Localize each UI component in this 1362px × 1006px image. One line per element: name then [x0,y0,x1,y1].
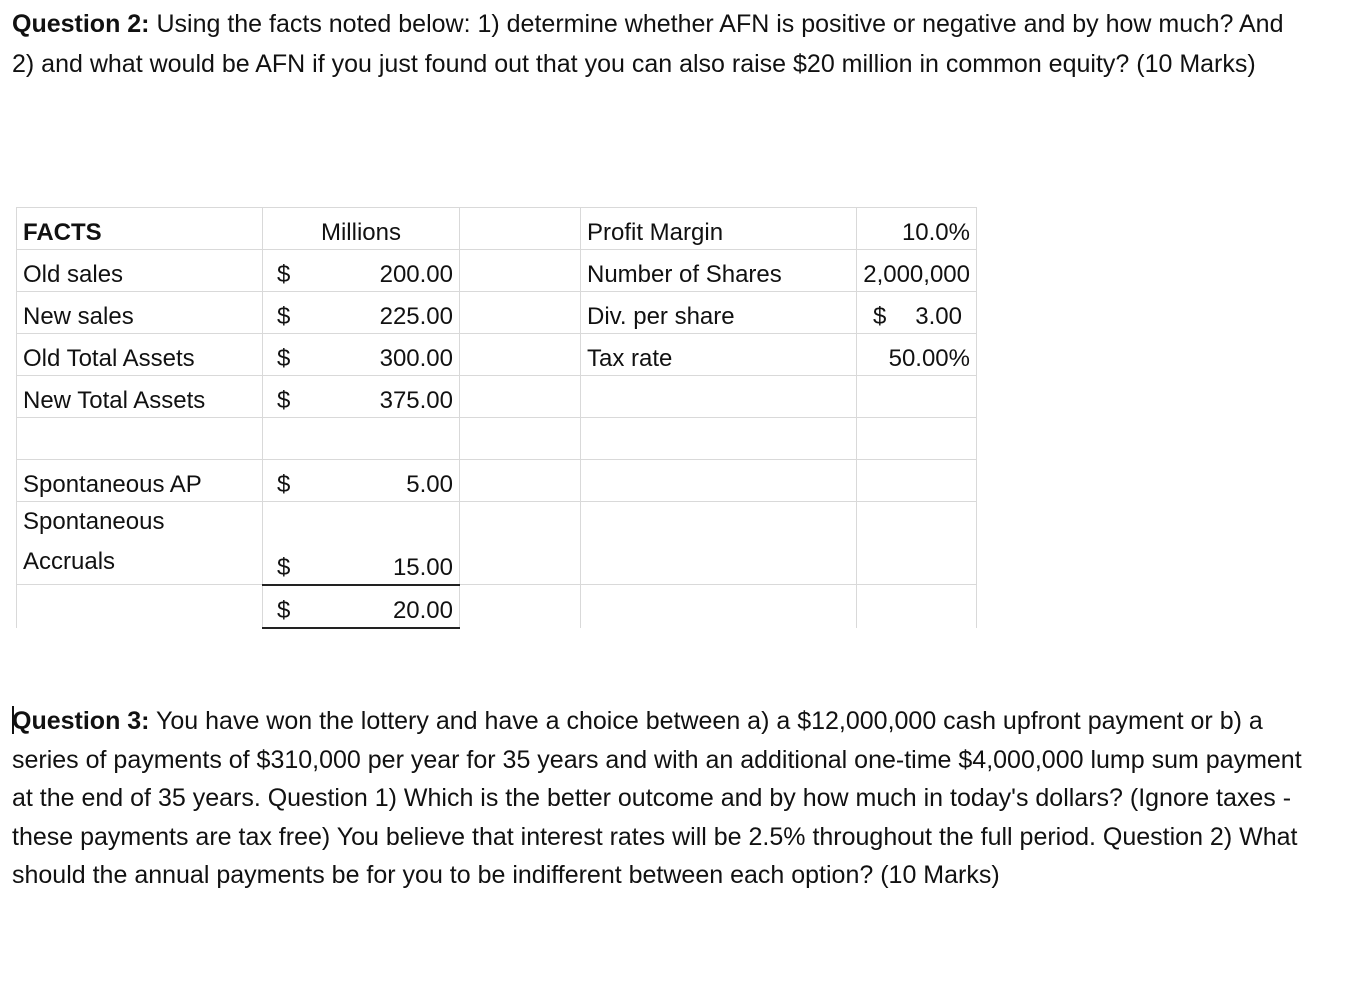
question-2 [12,4,1312,84]
div-per-share-value: 3.00 [915,303,962,330]
empty-cell [460,208,581,250]
table-row [17,418,977,460]
row-amount-cell [263,502,460,585]
empty-cell [460,418,581,460]
tax-rate-value: 50.00% [857,334,977,376]
facts-heading: FACTS [17,208,263,250]
profit-margin-label: Profit Margin [581,208,857,250]
row-amount-cell [263,334,460,376]
dollar-sign: $ [873,303,887,330]
table-row [17,460,977,502]
empty-cell [857,376,977,418]
row-label: New Total Assets [17,376,263,418]
question-3-label: Question 3: [12,707,150,735]
shares-value: 2,000,000 [857,250,977,292]
empty-cell [263,418,460,460]
div-per-share-cell [857,292,977,334]
empty-cell [581,418,857,460]
profit-margin-value: 10.0% [857,208,977,250]
empty-cell [581,585,857,628]
dollar-sign: $ [277,471,291,498]
empty-cell [460,334,581,376]
question-3[interactable] [12,702,1312,895]
row-amount: 300.00 [379,345,453,372]
empty-cell [460,376,581,418]
question-3-text: You have won the lottery and have a choice between a) a $12,000,000 cash upfront payment or b) a series of payments of $310,000 per year for 35 years and with an additional one-time $4,000,000 lump sum payment at the end of 35 years. Question 1) Which is the better outcome and by how much in today's dollars? (Ignore taxes - these payments are tax free) You believe that interest rates will be 2.5% throughout the full period. Question 2) What should the annual payments be for you to be indifferent between each option? (10 Marks) [12,707,1302,889]
empty-cell [857,585,977,628]
empty-cell [460,502,581,585]
empty-cell [857,418,977,460]
empty-cell [581,376,857,418]
millions-heading: Millions [263,208,460,250]
empty-cell [460,585,581,628]
row-amount: 375.00 [379,387,453,414]
row-label: Spontaneous AP [17,460,263,502]
row-amount-cell [263,585,460,628]
row-label: Old sales [17,250,263,292]
dollar-sign: $ [277,553,291,581]
row-label [17,585,263,628]
row-label: Old Total Assets [17,334,263,376]
table-header-row [17,208,977,250]
question-2-text: Using the facts noted below: 1) determine whether AFN is positive or negative and by how much? And 2) and what would be AFN if you just found out that you can also raise $20 million in common equity? (10 Marks) [12,10,1284,78]
empty-cell [581,502,857,585]
tax-rate-label: Tax rate [581,334,857,376]
table-row [17,334,977,376]
row-total-amount: 20.00 [392,596,453,624]
dollar-sign: $ [277,345,291,372]
empty-cell [857,460,977,502]
dollar-sign: $ [277,596,291,624]
row-amount-cell [263,292,460,334]
empty-cell [17,418,263,460]
dollar-sign: $ [277,387,291,414]
empty-cell [460,292,581,334]
row-label: Spontaneous Accruals [17,502,263,585]
table-row [17,250,977,292]
empty-cell [460,250,581,292]
div-per-share-label: Div. per share [581,292,857,334]
row-amount-cell [263,460,460,502]
row-amount: 225.00 [379,303,453,330]
empty-cell [581,460,857,502]
row-label: New sales [17,292,263,334]
row-amount-cell [263,250,460,292]
dollar-sign: $ [277,303,291,330]
table-row [17,292,977,334]
row-amount-cell [263,376,460,418]
table-row [17,502,977,585]
shares-label: Number of Shares [581,250,857,292]
facts-table [16,207,977,629]
empty-cell [460,460,581,502]
row-amount: 15.00 [392,553,453,581]
dollar-sign: $ [277,261,291,288]
row-amount: 5.00 [406,471,453,498]
table-row [17,585,977,628]
empty-cell [857,502,977,585]
row-amount: 200.00 [379,261,453,288]
question-2-label: Question 2: [12,10,150,38]
table-row [17,376,977,418]
